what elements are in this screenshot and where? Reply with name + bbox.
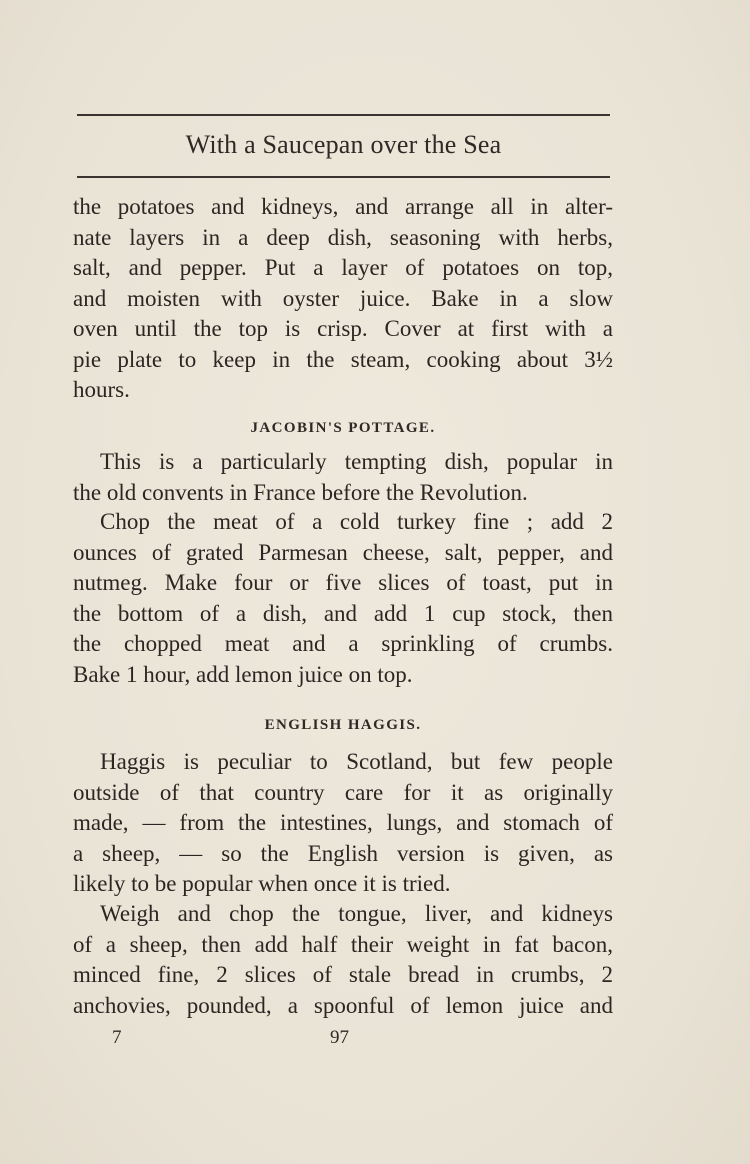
paragraph-jacobin-intro xyxy=(73,447,613,508)
text-line: the potatoes and kidneys, and arrange all in alter- xyxy=(73,194,613,219)
text-line: Bake 1 hour, add lemon juice on top. xyxy=(73,661,413,687)
text-line: made, — from the intestines, lungs, and stomach of xyxy=(73,810,613,835)
page-number: 97 xyxy=(330,1027,349,1048)
text-line: This is a particularly tempting dish, popular in xyxy=(100,449,613,474)
recipe-heading-english-haggis: ENGLISH HAGGIS. xyxy=(264,717,422,733)
recipe-heading-jacobins-pottage: JACOBIN'S POTTAGE. xyxy=(250,420,436,436)
running-head: With a Saucepan over the Sea xyxy=(185,130,502,159)
text-line: a sheep, — so the English version is given, as xyxy=(73,840,613,866)
text-line: likely to be popular when once it is tried. xyxy=(73,871,451,896)
text-line: hours. xyxy=(73,377,130,402)
text-line: of a sheep, then add half their weight in fat bacon, xyxy=(73,931,613,957)
text-line: Weigh and chop the tongue, liver, and kidneys xyxy=(100,901,613,926)
text-line: Haggis is peculiar to Scotland, but few people xyxy=(100,749,613,774)
text-line: pie plate to keep in the steam, cooking about 3½ xyxy=(73,346,613,372)
text-line: outside of that country care for it as originally xyxy=(73,779,613,805)
text-line: Chop the meat of a cold turkey fine ; add 2 xyxy=(100,509,613,534)
paragraph-haggis-intro xyxy=(73,747,613,900)
paragraph-continuation xyxy=(73,192,613,406)
paragraph-jacobin-method xyxy=(73,507,613,690)
text-line: oven until the top is crisp. Cover at first with a xyxy=(73,316,613,341)
signature-mark: 7 xyxy=(112,1027,122,1048)
text-line: the bottom of a dish, and add 1 cup stock, then xyxy=(73,600,613,626)
header-rule-top xyxy=(77,114,610,116)
text-line: nate layers in a deep dish, seasoning with herbs, xyxy=(73,224,613,250)
paragraph-haggis-method xyxy=(73,899,613,1021)
text-line: the chopped meat and a sprinkling of crumbs. xyxy=(73,631,613,656)
text-line: the old convents in France before the Revolution. xyxy=(73,479,528,505)
text-line: nutmeg. Make four or five slices of toast, put in xyxy=(73,570,613,595)
header-rule-bottom xyxy=(77,176,610,178)
text-line: and moisten with oyster juice. Bake in a slow xyxy=(73,285,613,311)
text-line: minced fine, 2 slices of stale bread in crumbs, 2 xyxy=(73,962,613,987)
text-line: ounces of grated Parmesan cheese, salt, pepper, and xyxy=(73,539,613,565)
text-line: salt, and pepper. Put a layer of potatoes on top, xyxy=(73,255,613,280)
text-line: anchovies, pounded, a spoonful of lemon juice and xyxy=(73,992,613,1018)
